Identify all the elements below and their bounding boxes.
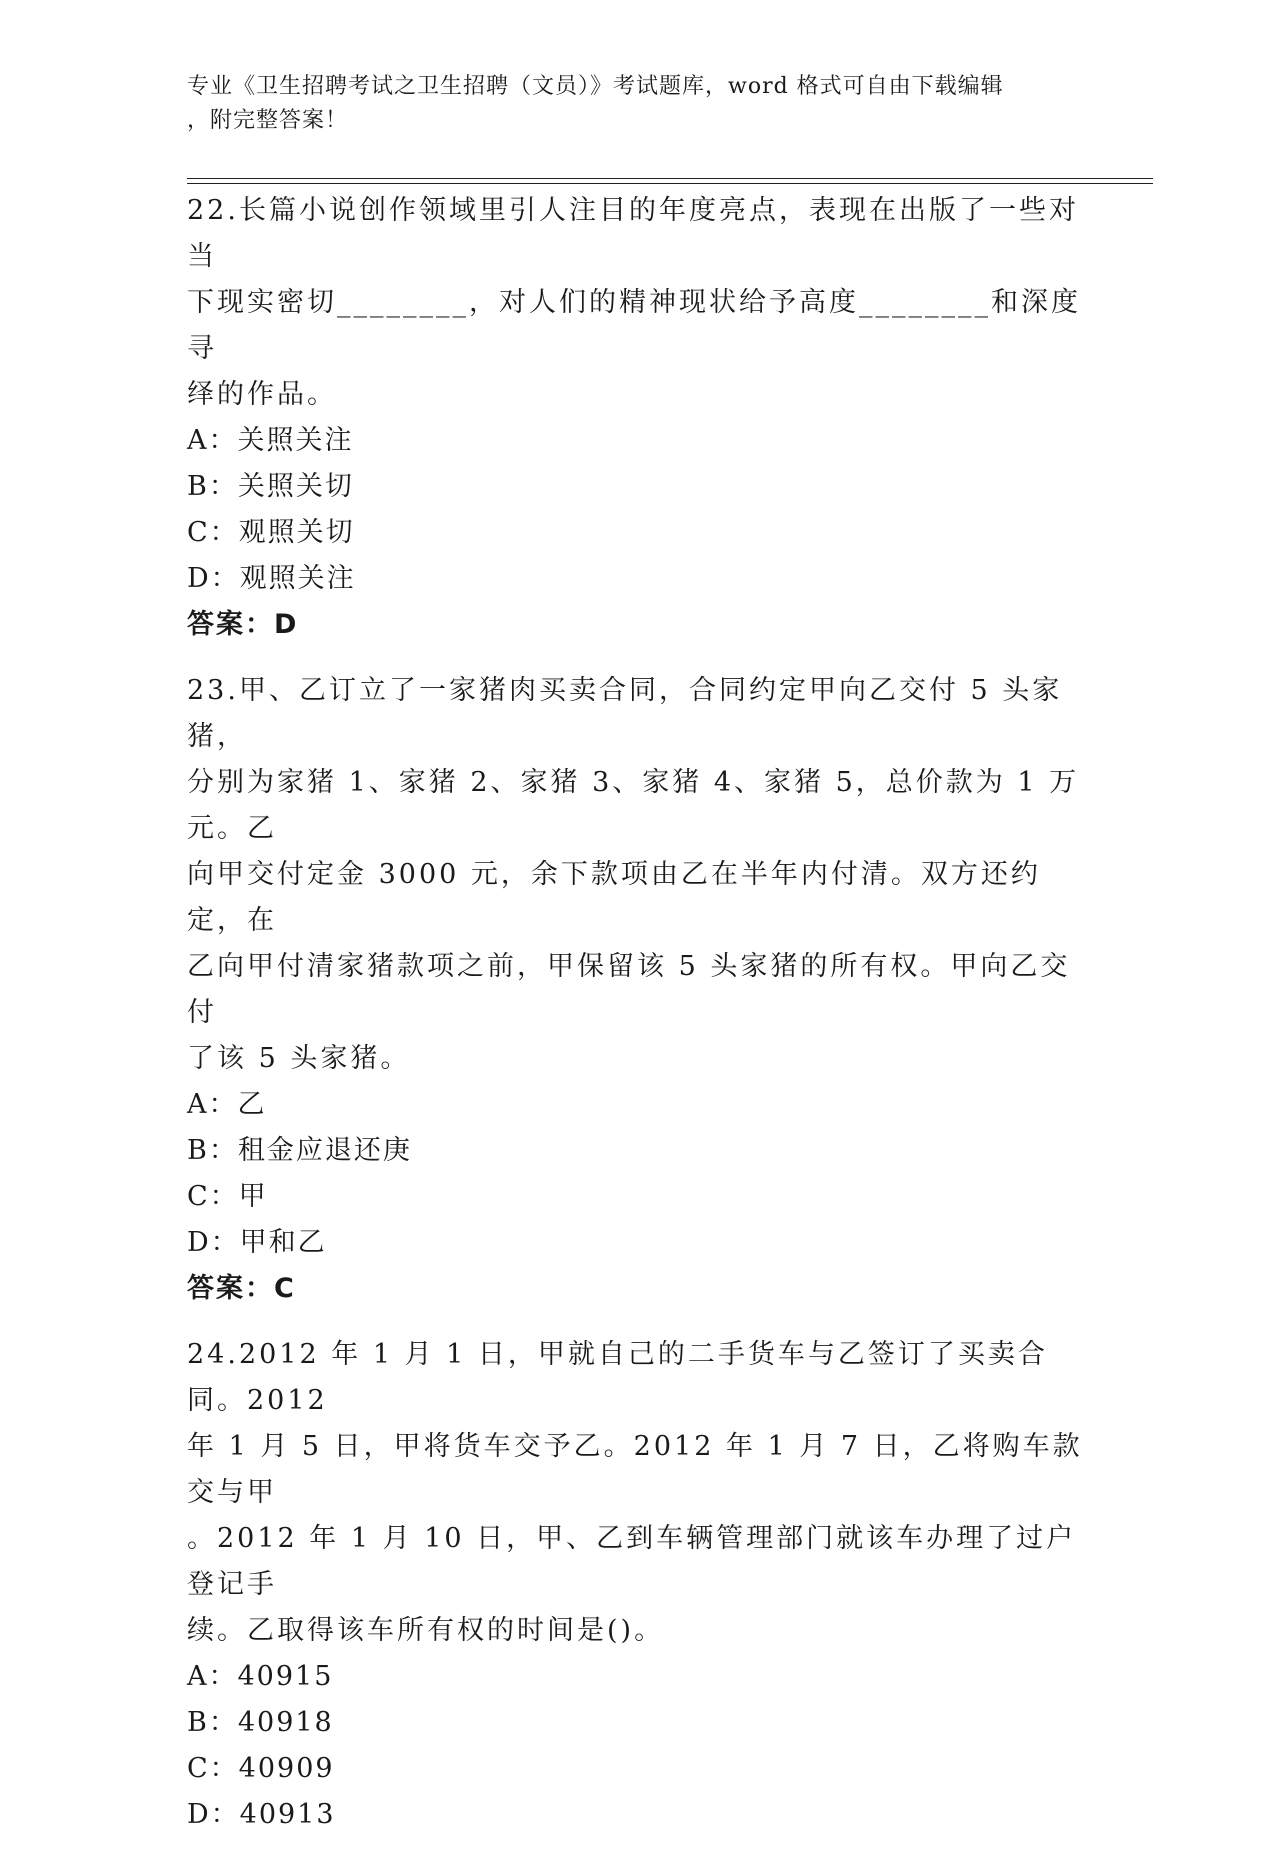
question-stem-line: 24.2012 年 1 月 1 日，甲就自己的二手货车与乙签订了买卖合同。2012 (187, 1339, 1048, 1416)
option-a: A：40915 (187, 1661, 334, 1692)
header-line-1: 专业《卫生招聘考试之卫生招聘（文员）》考试题库，word 格式可自由下载编辑 (187, 74, 1004, 99)
answer-label: 答案：D (187, 609, 299, 640)
question-stem-line: 续。乙取得该车所有权的时间是()。 (187, 1615, 665, 1646)
document-header (187, 70, 1087, 138)
question-stem-line: 绎的作品。 (187, 379, 337, 410)
option-b: B：关照关切 (187, 471, 354, 502)
question-stem-line: 。2012 年 1 月 10 日，甲、乙到车辆管理部门就该车办理了过户登记手 (187, 1523, 1077, 1600)
option-a: A：关照关注 (187, 425, 354, 456)
question-stem-line: 向甲交付定金 3000 元，余下款项由乙在半年内付清。双方还约定，在 (187, 859, 1041, 936)
option-d: D：40913 (187, 1799, 336, 1830)
option-c: C：观照关切 (187, 517, 355, 548)
question-stem-line: 23.甲、乙订立了一家猪肉买卖合同，合同约定甲向乙交付 5 头家猪， (187, 675, 1063, 752)
question-list (187, 188, 1087, 1858)
option-c: C：40909 (187, 1753, 335, 1784)
question-stem-line: 22.长篇小说创作领域里引人注目的年度亮点，表现在出版了一些对当 (187, 195, 1079, 272)
option-d: D：观照关注 (187, 563, 356, 594)
answer-label: 答案：C (187, 1273, 296, 1304)
option-b: B：租金应退还庚 (187, 1135, 412, 1166)
question-stem-line: 乙向甲付清家猪款项之前，甲保留该 5 头家猪的所有权。甲向乙交付 (187, 951, 1071, 1028)
option-a: A：乙 (187, 1089, 267, 1120)
option-d: D：甲和乙 (187, 1227, 327, 1258)
question-24 (187, 1332, 1087, 1838)
question-23 (187, 668, 1087, 1312)
header-divider-bottom (187, 183, 1153, 184)
option-c: C：甲 (187, 1181, 268, 1212)
question-stem-line: 了该 5 头家猪。 (187, 1043, 411, 1074)
option-b: B：40918 (187, 1707, 334, 1738)
question-stem-line: 年 1 月 5 日，甲将货车交予乙。2012 年 1 月 7 日，乙将购车款交与甲 (187, 1431, 1083, 1508)
question-stem-line: 分别为家猪 1、家猪 2、家猪 3、家猪 4、家猪 5，总价款为 1 万元。乙 (187, 767, 1080, 844)
header-line-2: ，附完整答案！ (187, 108, 349, 133)
question-22 (187, 188, 1087, 648)
header-divider-top (187, 178, 1153, 179)
question-stem-line: 下现实密切________，对人们的精神现状给予高度________和深度寻 (187, 287, 1081, 364)
